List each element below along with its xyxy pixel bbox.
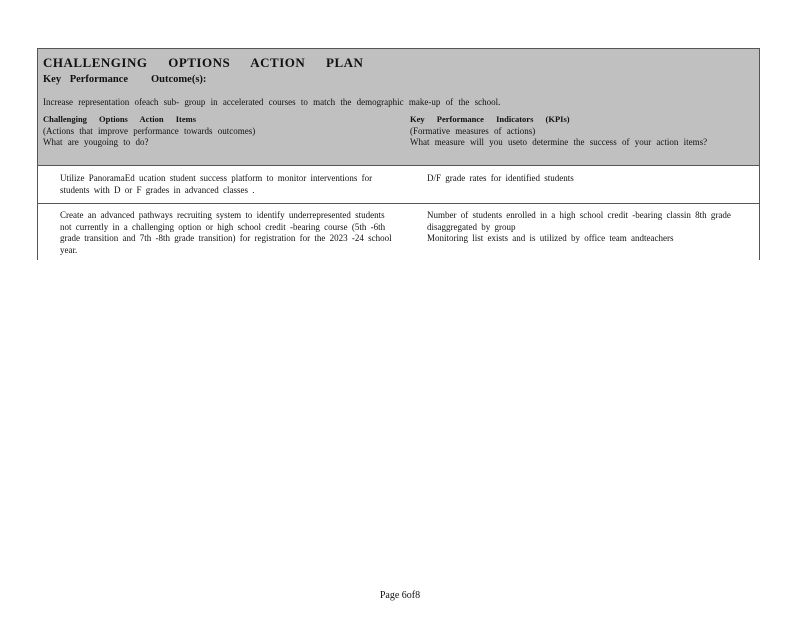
kpi-heading: Key Performance Indicators (KPIs) <box>410 114 570 124</box>
key-performance-outcome-label <box>43 73 755 87</box>
page-number: Page 6of8 <box>379 590 421 601</box>
action-text: Utilize PanoramaEd ucation student success platform to monitor interventions for students with D or F grades in advanced classes . <box>60 173 373 195</box>
kpi-cell <box>405 173 759 203</box>
action-text: Create an advanced pathways recruiting system to identify underrepresented students not currently in a challenging option or high school credit -bearing course (5th -6th grade transition and 7th -8th grade transition) for registration for the 2023 -24 school year. <box>60 210 392 255</box>
kpi-text: Number of students enrolled in a high school credit -bearing classin 8th grade disaggregated by group <box>427 210 731 232</box>
bullet-icon <box>409 233 427 245</box>
left-column-header <box>43 114 410 149</box>
right-column-header <box>410 114 755 149</box>
list-item <box>409 173 749 185</box>
action-items-subheading: (Actions that improve performance towards outcomes) <box>43 125 256 136</box>
kpi-cell <box>405 210 759 261</box>
plan-title: CHALLENGING OPTIONS ACTION PLAN <box>43 55 364 70</box>
action-items-heading: Challenging Options Action Items <box>43 114 197 124</box>
table-row <box>38 166 759 204</box>
kpi-question: What measure will you useto determine the success of your action items? <box>410 137 708 147</box>
kpi-subheading: (Formative measures of actions) <box>410 125 536 136</box>
action-items-question: What are yougoing to do? <box>43 137 149 147</box>
bullet-icon <box>42 173 60 196</box>
column-headers <box>43 114 755 149</box>
bullet-icon <box>409 210 427 233</box>
action-cell <box>38 173 405 203</box>
action-plan-table <box>37 48 760 260</box>
list-item <box>409 210 749 233</box>
table-row <box>38 204 759 261</box>
action-cell <box>38 210 405 261</box>
list-item <box>42 173 395 196</box>
table-right-border <box>759 48 760 260</box>
bullet-icon <box>42 210 60 256</box>
list-item <box>409 233 749 245</box>
kpo-label-part2: Outcome(s): <box>151 74 207 85</box>
list-item <box>42 210 395 256</box>
kpi-text: Monitoring list exists and is utilized by office team andteachers <box>427 233 674 243</box>
plan-header <box>38 49 759 166</box>
kpo-label-part1: Key Performance <box>43 74 129 85</box>
bullet-icon <box>409 173 427 185</box>
outcome-text: Increase representation ofeach sub- group in accelerated courses to match the demographic make-up of the school. <box>43 97 501 107</box>
kpi-text: D/F grade rates for identified students <box>427 173 574 183</box>
